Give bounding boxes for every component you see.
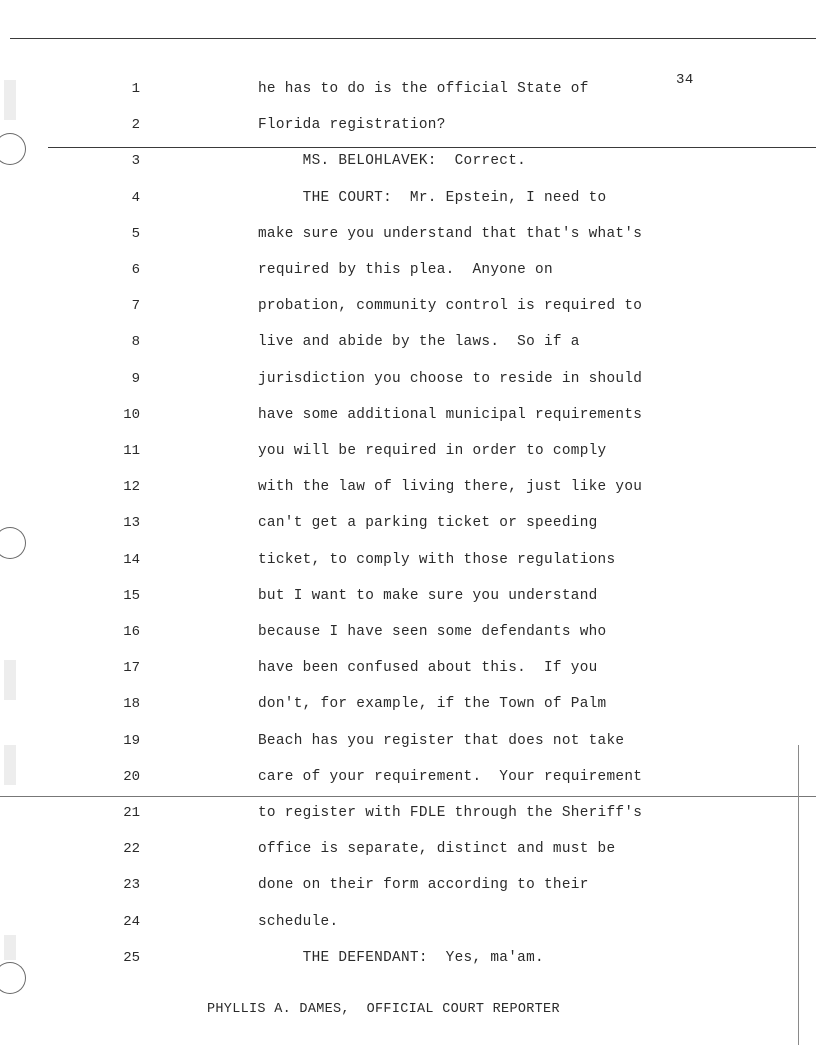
transcript-line: Florida registration? [258, 117, 446, 134]
edge-line [798, 745, 799, 1045]
line-number: 12 [123, 479, 140, 496]
line-number: 9 [131, 370, 140, 387]
transcript-line: required by this plea. Anyone on [258, 262, 553, 278]
line-number: 4 [131, 189, 140, 206]
punch-hole-mark [0, 962, 26, 994]
transcript-line: to register with FDLE through the Sheriff's [258, 805, 643, 821]
line-number: 7 [131, 298, 140, 315]
line-number: 17 [123, 660, 140, 677]
line-number: 19 [123, 732, 140, 749]
transcript-line: MS. BELOHLAVEK: Correct. [258, 153, 527, 170]
transcript-line: office is separate, distinct and must be [258, 841, 616, 858]
transcript-line: because I have seen some defendants who [258, 624, 607, 640]
transcript-line: done on their form according to their [258, 877, 589, 894]
transcript-line: care of your requirement. Your requirement [258, 768, 643, 785]
transcript-line: but I want to make sure you understand [258, 587, 598, 604]
reporter-footer: PHYLLIS A. DAMES, OFFICIAL COURT REPORTER [207, 1002, 560, 1017]
top-rule [10, 38, 816, 39]
punch-hole-mark [0, 527, 26, 559]
line-number: 1 [131, 81, 140, 97]
transcript-line: have been confused about this. If you [258, 660, 598, 677]
transcript-line: you will be required in order to comply [258, 443, 607, 459]
transcript-line: probation, community control is required to [258, 298, 643, 315]
transcript-line: make sure you understand that that's what's [258, 225, 643, 242]
line-number: 15 [123, 587, 140, 604]
line-number: 25 [123, 949, 140, 966]
line-number: 24 [123, 913, 140, 930]
line-number: 11 [123, 443, 140, 459]
line-number: 22 [123, 841, 140, 858]
line-number: 14 [123, 551, 140, 568]
transcript-line: don't, for example, if the Town of Palm [258, 696, 607, 713]
line-number: 21 [123, 805, 140, 821]
transcript-line: schedule. [258, 913, 339, 930]
line-number: 8 [131, 334, 140, 351]
transcript-line: with the law of living there, just like you [258, 479, 643, 496]
transcript-line: THE DEFENDANT: Yes, ma'am. [258, 949, 544, 966]
transcript-line: live and abide by the laws. So if a [258, 334, 580, 351]
line-number: 23 [123, 877, 140, 894]
line-number: 16 [123, 624, 140, 640]
transcript-line: Beach has you register that does not take [258, 732, 625, 749]
transcript-line: ticket, to comply with those regulations [258, 551, 616, 568]
line-number: 6 [131, 262, 140, 278]
page-number: 34 [676, 72, 694, 88]
line-number: 3 [131, 153, 140, 170]
transcript-line: can't get a parking ticket or speeding [258, 515, 598, 532]
scan-smudge [4, 745, 16, 785]
transcript-line: he has to do is the official State of [258, 81, 589, 97]
transcript-line: THE COURT: Mr. Epstein, I need to [258, 189, 607, 206]
transcript-line: jurisdiction you choose to reside in should [258, 370, 643, 387]
line-number: 13 [123, 515, 140, 532]
line-number: 10 [123, 406, 140, 423]
line-number: 18 [123, 696, 140, 713]
transcript-line: have some additional municipal requirements [258, 406, 643, 423]
line-number: 20 [123, 768, 140, 785]
scan-smudge [4, 80, 16, 120]
fold-line [0, 796, 816, 797]
scan-smudge [4, 935, 16, 960]
strike-rule [48, 147, 816, 148]
line-number: 5 [131, 225, 140, 242]
line-number: 2 [131, 117, 140, 134]
scan-smudge [4, 660, 16, 700]
punch-hole-mark [0, 133, 26, 165]
